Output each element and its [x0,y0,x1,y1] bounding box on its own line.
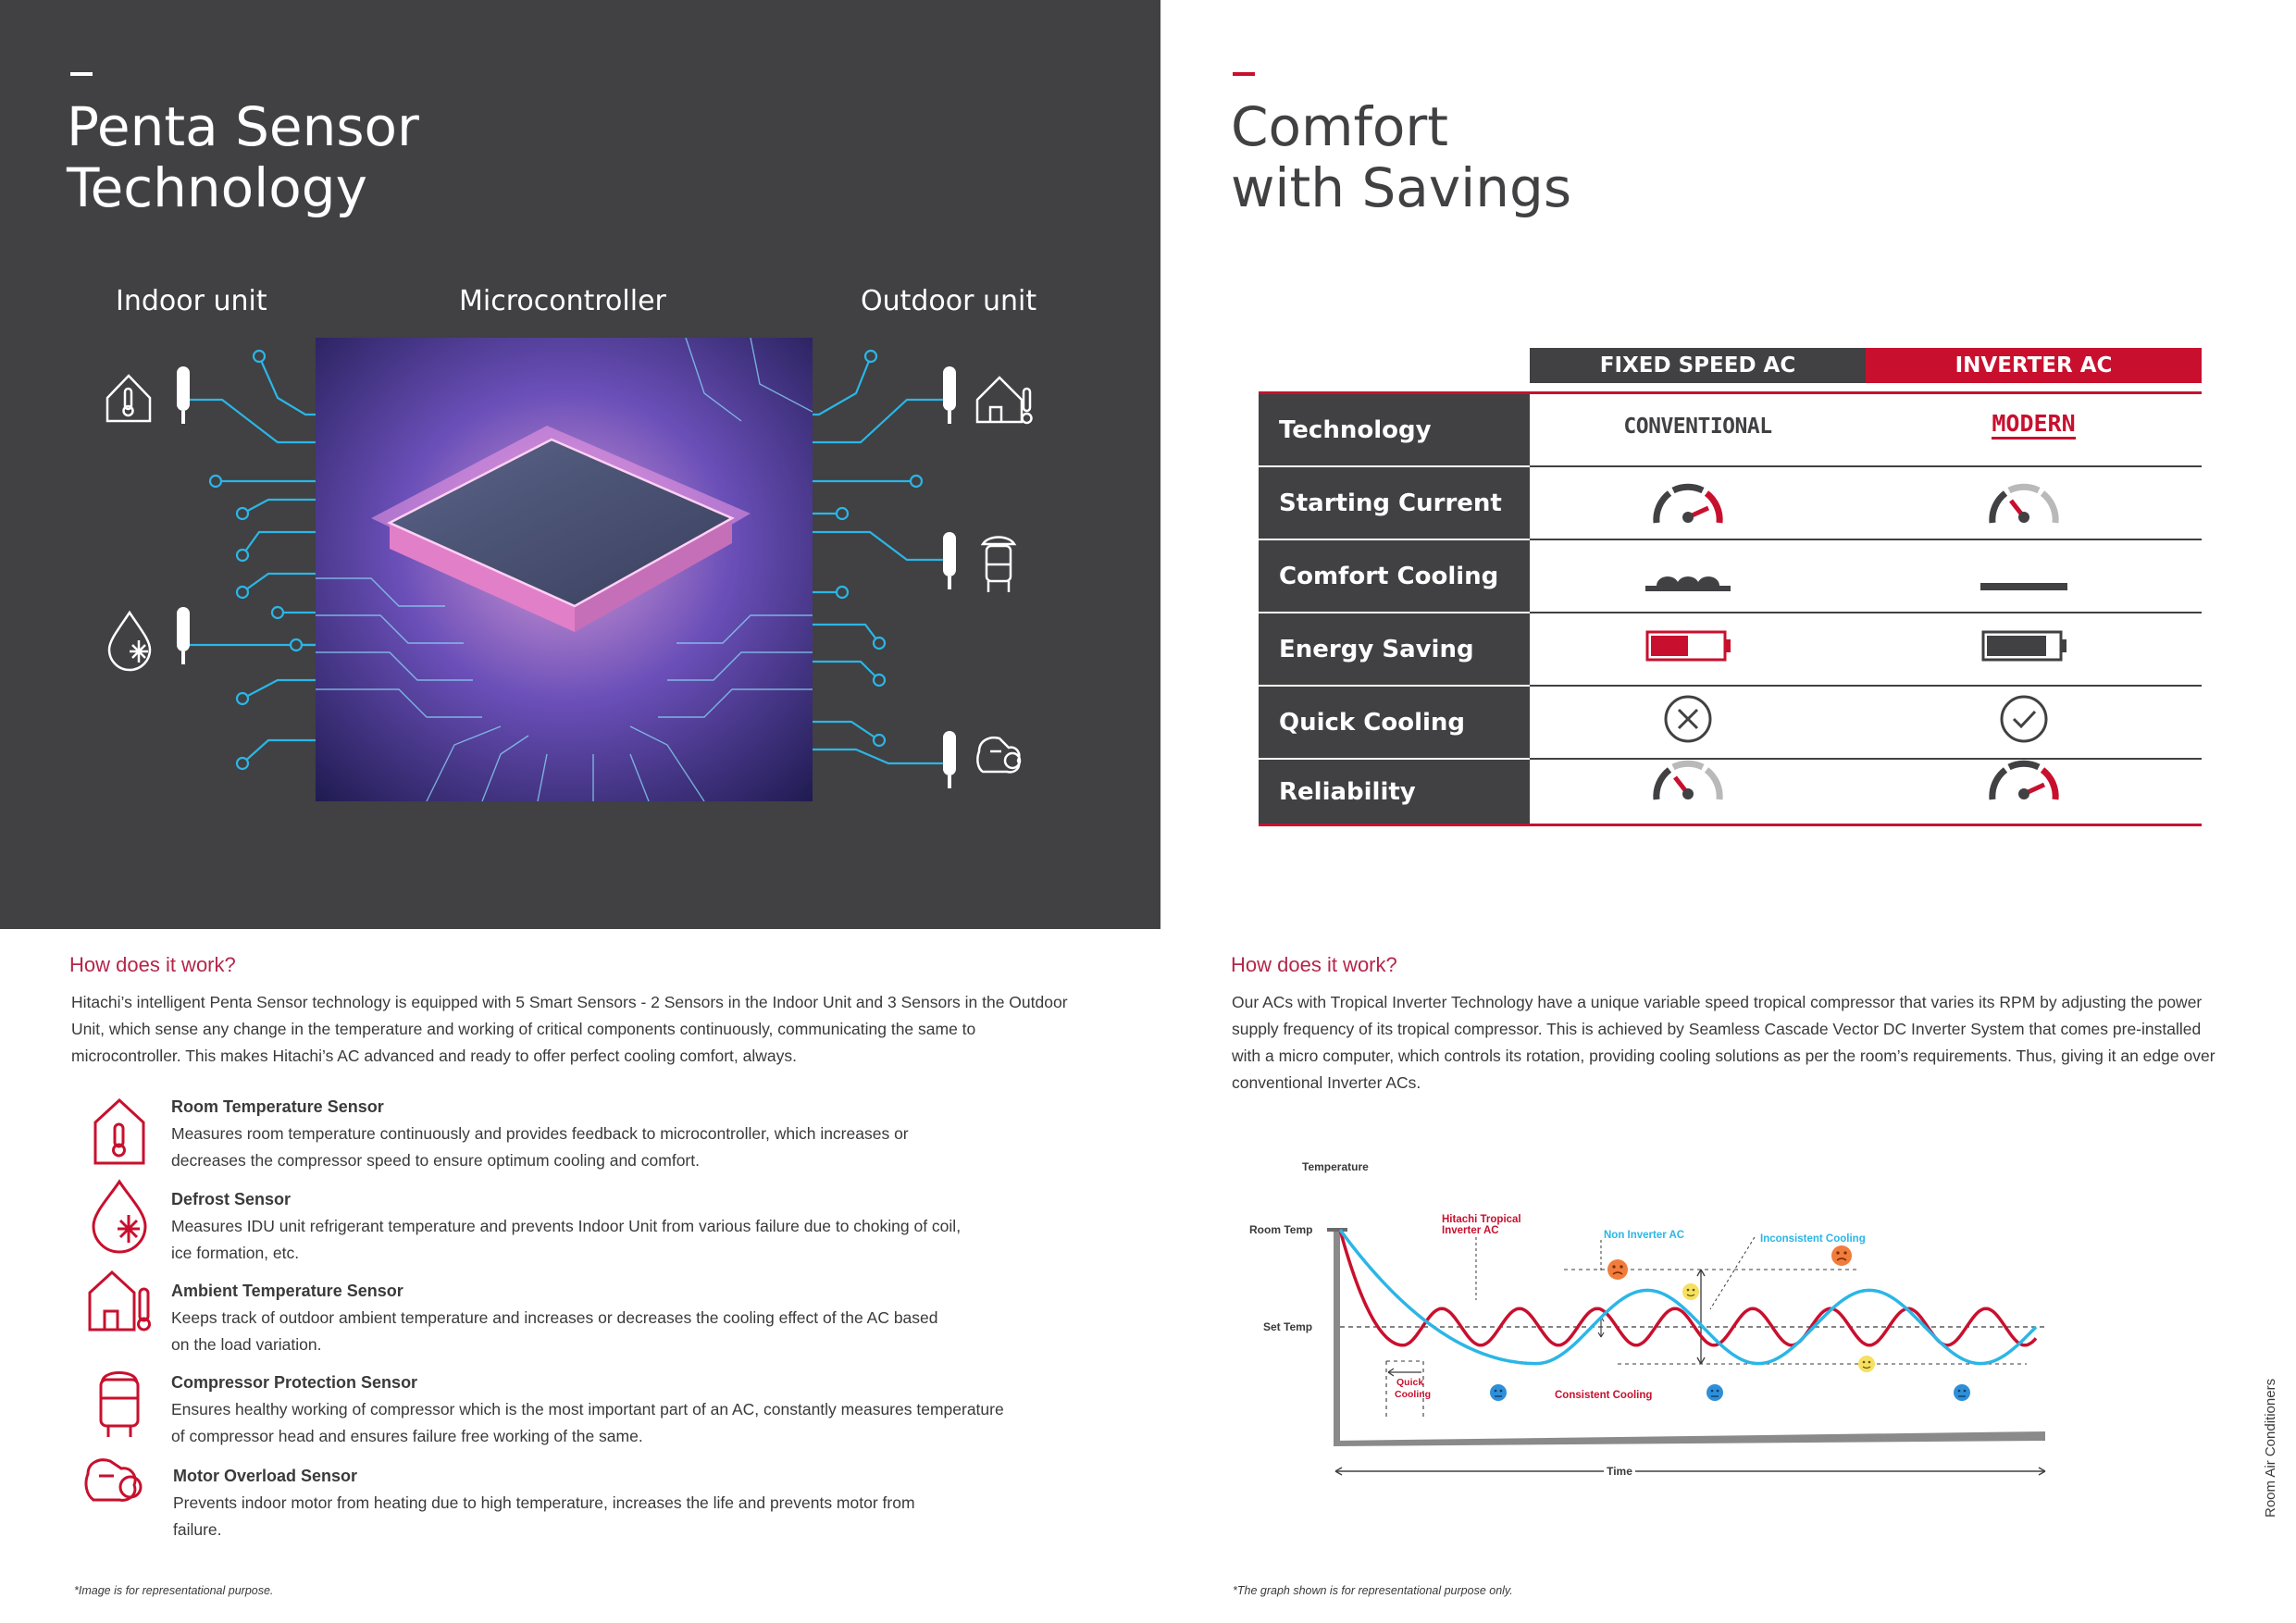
row-label-energy-saving: Energy Saving [1259,613,1530,685]
comfort-savings-title: Comfort with Savings [1231,95,1572,219]
y-axis-label: Temperature [1302,1160,1369,1173]
row-label-technology: Technology [1259,394,1530,465]
sensor-desc-compressor: Ensures healthy working of compressor which is the most important part of an AC, constantly measures temperature of compressor head and ensures failure free working of the same. [171,1400,1004,1445]
compressor-icon [101,1373,138,1438]
conventional-text: CONVENTIONAL [1623,415,1772,439]
sad-face-icon [1831,1245,1852,1266]
x-axis [1334,1431,2045,1446]
penta-sensor-title: Penta Sensor Technology [67,95,419,219]
how-heading-right: How does it work? [1231,953,1397,976]
motor-icon [86,1460,141,1501]
smile-face-icon [1858,1356,1875,1372]
sensor-desc-motor: Prevents indoor motor from heating due to high temperature, increases the life and prevents motor from failure. [173,1493,915,1539]
sensor-desc-room: Measures room temperature continuously and provides feedback to microcontroller, which increases or decreases the compressor speed to ensure optimum cooling and comfort. [171,1124,909,1170]
annotation-hitachi: Hitachi Tropical Inverter AC [1442,1214,1521,1236]
footnote-left: *Image is for representational purpose. [74,1584,274,1597]
flat-line-icon [1980,583,2067,590]
x-axis-label: Time [1607,1465,1632,1478]
gauge-low-icon [1657,763,1719,799]
y-tick-room-temp: Room Temp [1249,1223,1313,1236]
droplet-snowflake-icon [109,613,150,670]
sensor-desc-defrost: Measures IDU unit refrigerant temperature and prevents Indoor Unit from various failure due to choking of coil, ice formation, etc. [171,1217,962,1262]
compressor-icon [983,538,1014,593]
battery-low-icon [1647,632,1731,660]
sensor-desc-ambient: Keeps track of outdoor ambient temperature and increases or decreases the cooling effect of the AC based on the load variation. [171,1308,938,1354]
row-label-quick-cooling: Quick Cooling [1259,687,1530,758]
cold-face-icon [1490,1384,1507,1401]
penta-sensor-paragraph: Hitachi’s intelligent Penta Sensor technology is equipped with 5 Smart Sensors - 2 Sensors in the Indoor Unit and 3 Sensors in the Outdoor Unit, which sense any change in the temperature and working of critical components continuously, communicating the same to microcontroller. This makes Hitachi’s AC advanced and ready to offer perfect cooling comfort, always. [71,993,1068,1065]
annotation-consistent: Consistent Cooling [1555,1390,1653,1401]
inverter-header: INVERTER AC [1866,348,2202,383]
outdoor-unit-label: Outdoor unit [861,285,1037,317]
y-axis [1334,1228,1340,1441]
fixed-speed-header: FIXED SPEED AC [1530,348,1866,383]
annotation-quick-cooling: Quick Cooling [1395,1377,1432,1400]
how-heading-left: How does it work? [69,953,236,976]
title-dash [1233,72,1255,76]
sensor-title-motor: Motor Overload Sensor [173,1467,358,1485]
house-thermometer-icon [107,376,150,421]
cold-face-icon [1706,1384,1723,1401]
microcontroller-chip-image [316,338,813,801]
sensor-title-ambient: Ambient Temperature Sensor [171,1282,403,1300]
house-thermometer-icon [977,378,1032,423]
indoor-unit-label: Indoor unit [116,285,267,317]
cold-face-icon [1954,1384,1970,1401]
gauge-high-icon [1657,487,1719,523]
comparison-icons [1530,467,2202,824]
sensor-title-room: Room Temperature Sensor [171,1097,384,1116]
time-arrow [1335,1468,2045,1475]
table-bottom-line [1259,824,2202,826]
temperature-chart [1240,1152,2073,1494]
footnote-right: *The graph shown is for representational purpose only. [1233,1584,1513,1597]
motor-icon [977,737,1020,772]
gauge-high-icon [1992,763,2055,799]
house-thermometer-icon [90,1272,150,1330]
gauge-low-icon [1992,487,2055,523]
smile-face-icon [1682,1283,1699,1300]
sensor-title-defrost: Defrost Sensor [171,1190,292,1208]
cross-circle-icon [1666,697,1710,741]
row-label-reliability: Reliability [1259,760,1530,824]
battery-full-icon [1983,632,2066,660]
annotation-inconsistent: Inconsistent Cooling [1760,1233,1866,1245]
inverter-paragraph: Our ACs with Tropical Inverter Technology have a unique variable speed tropical compressor that varies its RPM by adjusting the power supply frequency of its tropical compressor. This is achieved by Seamless Cascade Vector DC Inverter System that comes pre-installed with a micro computer, which controls its rotation, providing cooling solutions as per the room’s requirements. Thus, giving it an edge over conventional Inverter ACs. [1232,993,2215,1092]
modern-text: MODERN [1992,411,2075,440]
defrost-droplet-icon [93,1182,145,1252]
row-label-comfort-cooling: Comfort Cooling [1259,540,1530,612]
row-label-starting-current: Starting Current [1259,467,1530,539]
sensor-title-compressor: Compressor Protection Sensor [171,1373,418,1392]
check-circle-icon [2002,697,2046,741]
sensor-icons [79,1096,162,1531]
annotation-non-inverter: Non Inverter AC [1604,1230,1685,1241]
microcontroller-label: Microcontroller [459,285,666,317]
sad-face-icon [1607,1259,1628,1280]
y-tick-set-temp: Set Temp [1263,1320,1313,1333]
bumpy-line-icon [1645,576,1731,591]
room-thermometer-icon [95,1100,143,1163]
side-caption: Room Air Conditioners [2263,1378,2278,1518]
